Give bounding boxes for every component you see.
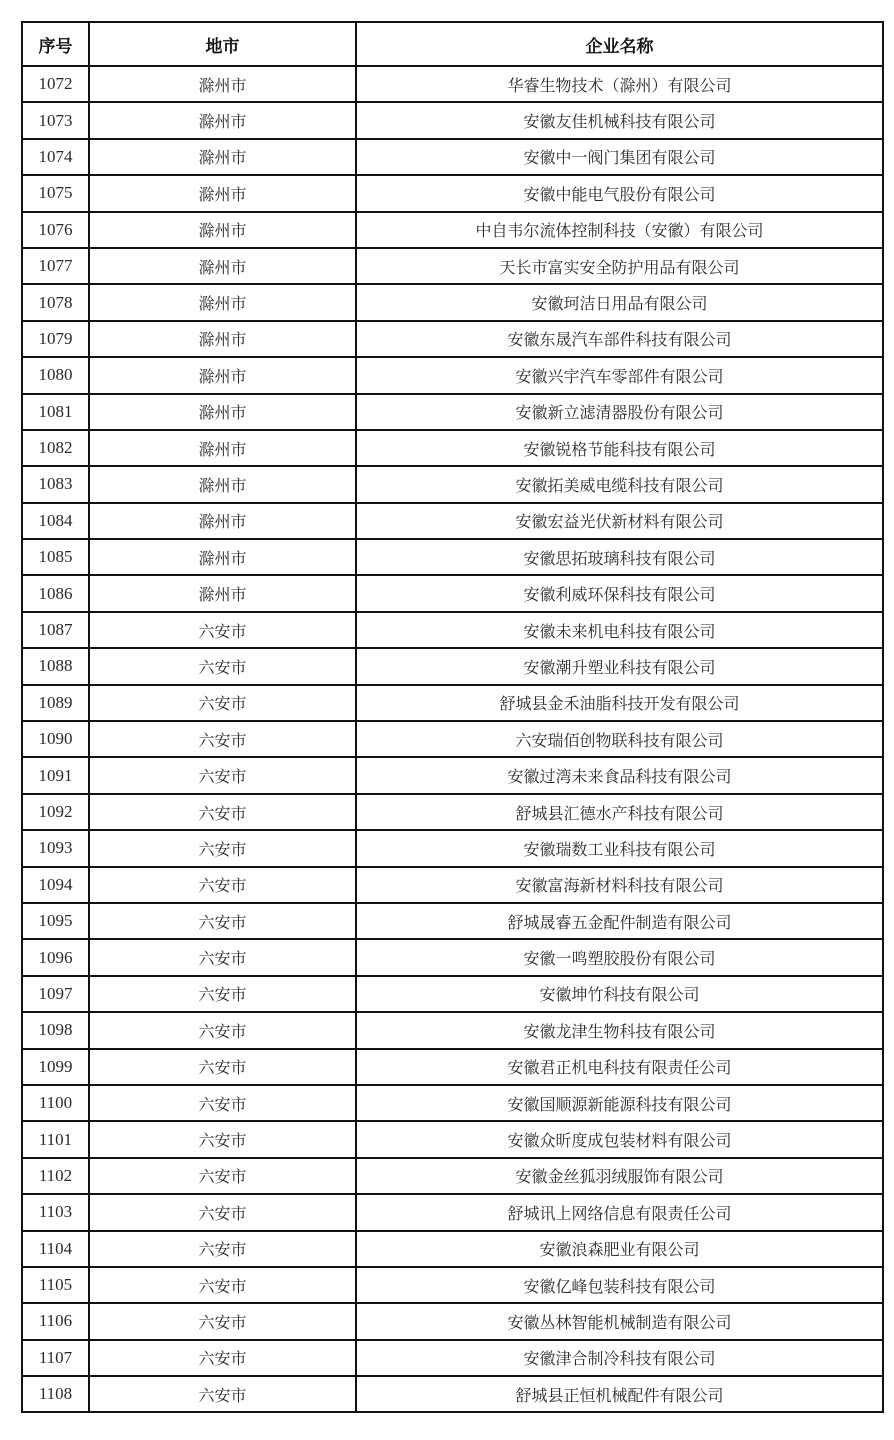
cell-city: 六安市 <box>89 1158 356 1194</box>
cell-city: 六安市 <box>89 1303 356 1339</box>
table-row <box>22 1085 883 1121</box>
cell-company: 安徽新立滤清器股份有限公司 <box>356 394 883 430</box>
table-row <box>22 1121 883 1157</box>
table-header-row <box>22 22 883 66</box>
cell-company: 安徽众昕度成包装材料有限公司 <box>356 1121 883 1157</box>
cell-index: 1079 <box>22 321 89 357</box>
cell-index: 1102 <box>22 1158 89 1194</box>
cell-index: 1100 <box>22 1085 89 1121</box>
cell-city: 滁州市 <box>89 139 356 175</box>
cell-city: 滁州市 <box>89 394 356 430</box>
cell-company: 安徽津合制冷科技有限公司 <box>356 1340 883 1376</box>
cell-index: 1092 <box>22 794 89 830</box>
cell-index: 1106 <box>22 1303 89 1339</box>
table-row <box>22 976 883 1012</box>
cell-company: 安徽丛林智能机械制造有限公司 <box>356 1303 883 1339</box>
table-row <box>22 575 883 611</box>
cell-city: 滁州市 <box>89 212 356 248</box>
cell-company: 安徽中能电气股份有限公司 <box>356 175 883 211</box>
table-row <box>22 102 883 138</box>
cell-index: 1091 <box>22 757 89 793</box>
table-row <box>22 1231 883 1267</box>
cell-company: 安徽思拓玻璃科技有限公司 <box>356 539 883 575</box>
cell-company: 安徽利威环保科技有限公司 <box>356 575 883 611</box>
cell-city: 六安市 <box>89 721 356 757</box>
cell-city: 六安市 <box>89 903 356 939</box>
enterprise-table <box>21 21 884 1413</box>
cell-company: 安徽兴宇汽车零部件有限公司 <box>356 357 883 393</box>
cell-company: 安徽君正机电科技有限责任公司 <box>356 1049 883 1085</box>
cell-index: 1105 <box>22 1267 89 1303</box>
cell-company: 安徽富海新材料科技有限公司 <box>356 867 883 903</box>
table-row <box>22 466 883 502</box>
table-row <box>22 830 883 866</box>
cell-index: 1083 <box>22 466 89 502</box>
cell-city: 六安市 <box>89 1231 356 1267</box>
cell-city: 滁州市 <box>89 430 356 466</box>
table-row <box>22 1012 883 1048</box>
cell-city: 六安市 <box>89 1085 356 1121</box>
cell-index: 1099 <box>22 1049 89 1085</box>
cell-company: 安徽宏益光伏新材料有限公司 <box>356 503 883 539</box>
cell-company: 安徽龙津生物科技有限公司 <box>356 1012 883 1048</box>
table-row <box>22 357 883 393</box>
cell-city: 六安市 <box>89 757 356 793</box>
cell-index: 1088 <box>22 648 89 684</box>
table-row <box>22 867 883 903</box>
cell-city: 六安市 <box>89 939 356 975</box>
cell-company: 舒城县正恒机械配件有限公司 <box>356 1376 883 1412</box>
cell-index: 1101 <box>22 1121 89 1157</box>
cell-index: 1082 <box>22 430 89 466</box>
cell-company: 安徽浪森肥业有限公司 <box>356 1231 883 1267</box>
cell-company: 舒城讯上网络信息有限责任公司 <box>356 1194 883 1230</box>
cell-index: 1095 <box>22 903 89 939</box>
table-row <box>22 539 883 575</box>
cell-index: 1104 <box>22 1231 89 1267</box>
table-row <box>22 139 883 175</box>
cell-city: 六安市 <box>89 648 356 684</box>
header-city: 地市 <box>89 22 356 66</box>
cell-index: 1107 <box>22 1340 89 1376</box>
table-row <box>22 1267 883 1303</box>
table-row <box>22 1158 883 1194</box>
cell-city: 六安市 <box>89 830 356 866</box>
cell-city: 滁州市 <box>89 503 356 539</box>
cell-city: 滁州市 <box>89 575 356 611</box>
cell-city: 六安市 <box>89 794 356 830</box>
cell-company: 安徽友佳机械科技有限公司 <box>356 102 883 138</box>
cell-company: 华睿生物技术（滁州）有限公司 <box>356 66 883 102</box>
cell-city: 六安市 <box>89 1012 356 1048</box>
cell-company: 安徽珂洁日用品有限公司 <box>356 284 883 320</box>
cell-index: 1098 <box>22 1012 89 1048</box>
cell-company: 安徽拓美威电缆科技有限公司 <box>356 466 883 502</box>
cell-company: 安徽过湾未来食品科技有限公司 <box>356 757 883 793</box>
table-row <box>22 612 883 648</box>
table-row <box>22 66 883 102</box>
cell-city: 六安市 <box>89 1376 356 1412</box>
cell-index: 1077 <box>22 248 89 284</box>
table-row <box>22 721 883 757</box>
table-row <box>22 903 883 939</box>
cell-index: 1089 <box>22 685 89 721</box>
cell-company: 安徽亿峰包装科技有限公司 <box>356 1267 883 1303</box>
table-row <box>22 430 883 466</box>
table-row <box>22 1340 883 1376</box>
table-row <box>22 794 883 830</box>
cell-company: 安徽瑞数工业科技有限公司 <box>356 830 883 866</box>
table-row <box>22 685 883 721</box>
cell-company: 安徽国顺源新能源科技有限公司 <box>356 1085 883 1121</box>
cell-city: 六安市 <box>89 976 356 1012</box>
cell-city: 滁州市 <box>89 102 356 138</box>
table-row <box>22 1303 883 1339</box>
table-body <box>22 66 883 1412</box>
cell-index: 1084 <box>22 503 89 539</box>
cell-city: 六安市 <box>89 1121 356 1157</box>
table-row <box>22 248 883 284</box>
cell-city: 六安市 <box>89 1049 356 1085</box>
cell-index: 1086 <box>22 575 89 611</box>
cell-index: 1074 <box>22 139 89 175</box>
cell-city: 滁州市 <box>89 175 356 211</box>
cell-company: 中自韦尔流体控制科技（安徽）有限公司 <box>356 212 883 248</box>
cell-index: 1094 <box>22 867 89 903</box>
table-row <box>22 175 883 211</box>
cell-index: 1093 <box>22 830 89 866</box>
cell-city: 六安市 <box>89 685 356 721</box>
cell-company: 安徽东晟汽车部件科技有限公司 <box>356 321 883 357</box>
cell-company: 舒城县金禾油脂科技开发有限公司 <box>356 685 883 721</box>
cell-city: 六安市 <box>89 1340 356 1376</box>
cell-company: 安徽一鸣塑胶股份有限公司 <box>356 939 883 975</box>
table-row <box>22 939 883 975</box>
cell-company: 安徽坤竹科技有限公司 <box>356 976 883 1012</box>
table-row <box>22 212 883 248</box>
cell-company: 天长市富实安全防护用品有限公司 <box>356 248 883 284</box>
cell-company: 安徽锐格节能科技有限公司 <box>356 430 883 466</box>
cell-index: 1090 <box>22 721 89 757</box>
table-row <box>22 757 883 793</box>
cell-city: 滁州市 <box>89 466 356 502</box>
cell-index: 1078 <box>22 284 89 320</box>
cell-city: 六安市 <box>89 867 356 903</box>
cell-city: 滁州市 <box>89 539 356 575</box>
table-row <box>22 503 883 539</box>
cell-city: 滁州市 <box>89 357 356 393</box>
cell-city: 滁州市 <box>89 284 356 320</box>
table-row <box>22 321 883 357</box>
cell-company: 安徽未来机电科技有限公司 <box>356 612 883 648</box>
cell-index: 1097 <box>22 976 89 1012</box>
cell-company: 安徽中一阀门集团有限公司 <box>356 139 883 175</box>
cell-city: 滁州市 <box>89 248 356 284</box>
cell-company: 安徽潮升塑业科技有限公司 <box>356 648 883 684</box>
cell-company: 舒城县汇德水产科技有限公司 <box>356 794 883 830</box>
cell-company: 六安瑞佰创物联科技有限公司 <box>356 721 883 757</box>
cell-index: 1087 <box>22 612 89 648</box>
cell-index: 1085 <box>22 539 89 575</box>
cell-index: 1080 <box>22 357 89 393</box>
header-company: 企业名称 <box>356 22 883 66</box>
cell-index: 1108 <box>22 1376 89 1412</box>
cell-city: 六安市 <box>89 612 356 648</box>
table-row <box>22 1194 883 1230</box>
cell-index: 1073 <box>22 102 89 138</box>
cell-company: 安徽金丝狐羽绒服饰有限公司 <box>356 1158 883 1194</box>
cell-city: 滁州市 <box>89 321 356 357</box>
cell-index: 1075 <box>22 175 89 211</box>
table-row <box>22 648 883 684</box>
cell-index: 1072 <box>22 66 89 102</box>
cell-city: 六安市 <box>89 1194 356 1230</box>
cell-city: 滁州市 <box>89 66 356 102</box>
cell-index: 1103 <box>22 1194 89 1230</box>
cell-index: 1096 <box>22 939 89 975</box>
cell-city: 六安市 <box>89 1267 356 1303</box>
cell-index: 1081 <box>22 394 89 430</box>
cell-company: 舒城晟睿五金配件制造有限公司 <box>356 903 883 939</box>
cell-index: 1076 <box>22 212 89 248</box>
table-row <box>22 1049 883 1085</box>
header-index: 序号 <box>22 22 89 66</box>
table-row <box>22 1376 883 1412</box>
table-row <box>22 394 883 430</box>
table-row <box>22 284 883 320</box>
